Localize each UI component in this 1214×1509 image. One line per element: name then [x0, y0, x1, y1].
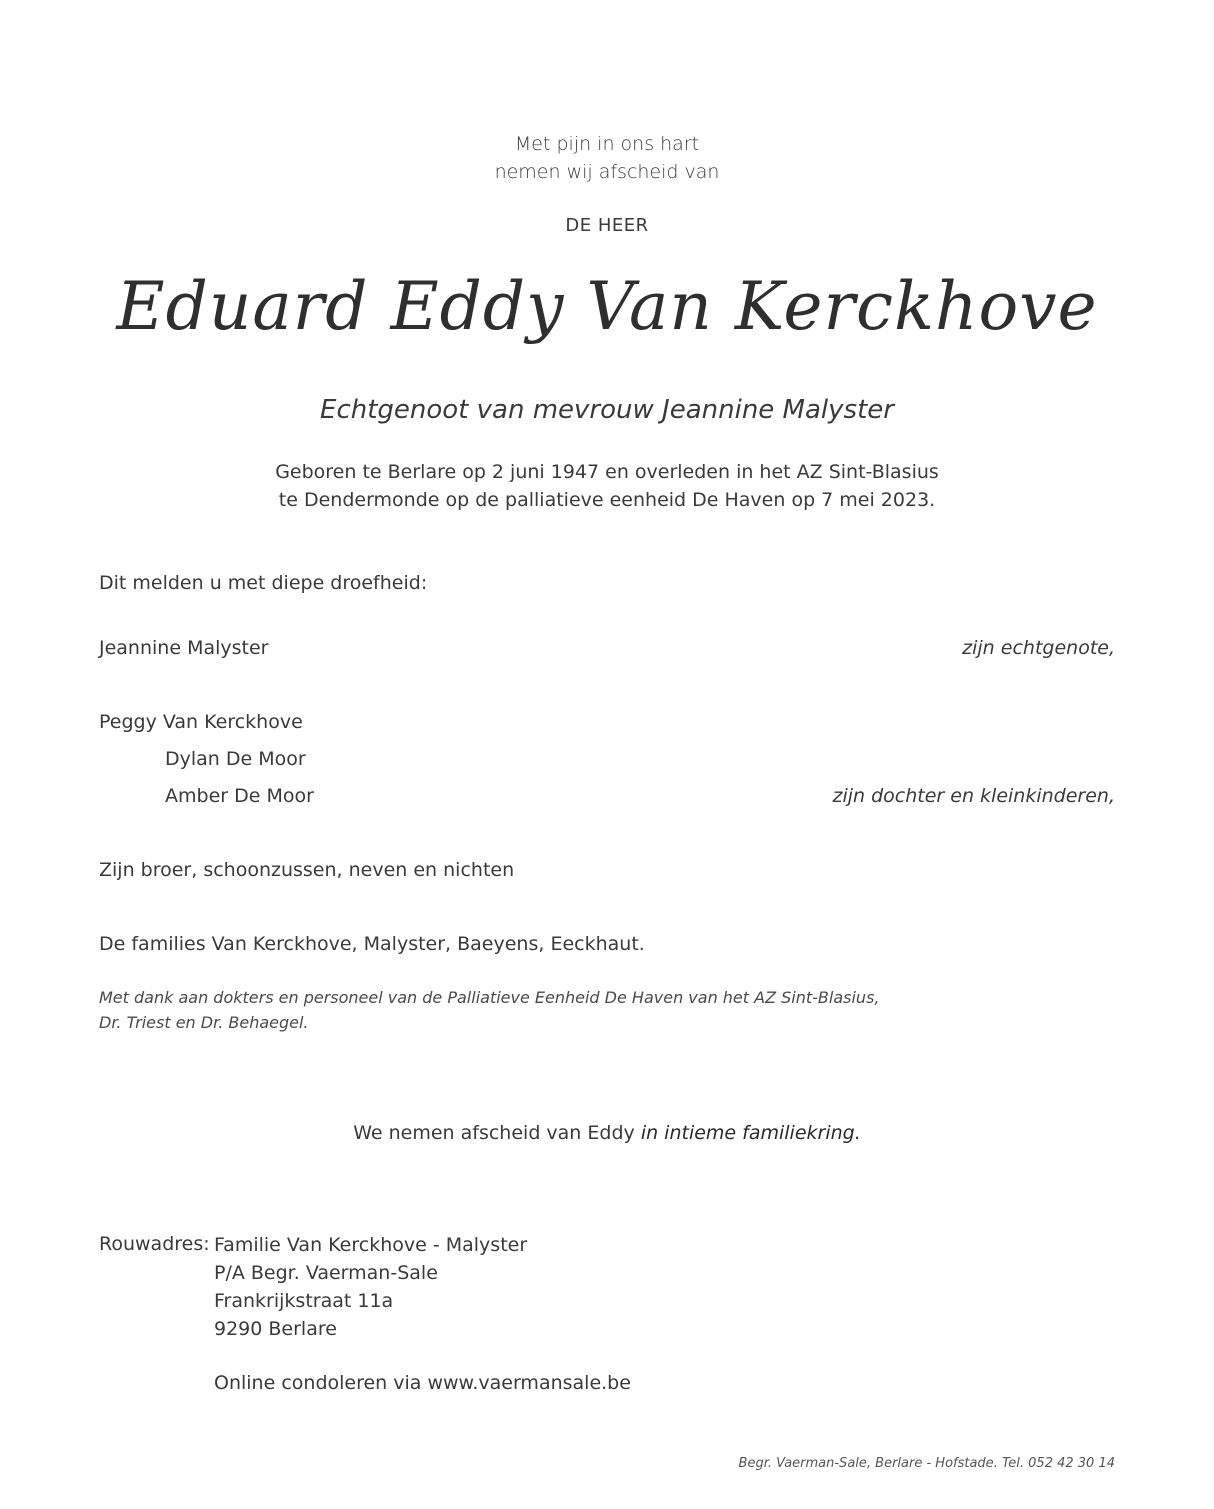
address-line-2: P/A Begr. Vaerman-Sale: [214, 1262, 438, 1284]
intro-line-2: nemen wij afscheid van: [494, 161, 720, 183]
spouse-name: Jeannine Malyster: [99, 637, 269, 659]
families-line: De families Van Kerckhove, Malyster, Baeyens, Eeckhaut.: [99, 933, 645, 955]
intro-line-1: Met pijn in ons hart: [514, 133, 700, 155]
address-label: Rouwadres:: [99, 1233, 210, 1255]
spouse-relation: zijn echtgenote,: [962, 637, 1115, 659]
birth-line-1: Geboren te Berlare op 2 juni 1947 en overleden in het AZ Sint-Blasius: [275, 461, 939, 483]
address-block: [214, 1231, 527, 1343]
siblings-line: Zijn broer, schoonzussen, neven en nichten: [99, 859, 515, 881]
birth-death-info: [0, 458, 1214, 514]
birth-line-2: te Dendermonde op de palliatieve eenheid De Haven op 7 mei 2023.: [278, 489, 936, 511]
daughter-name: Peggy Van Kerckhove: [99, 711, 303, 733]
address-line-4: 9290 Berlare: [214, 1318, 337, 1340]
address-line-1: Familie Van Kerckhove - Malyster: [214, 1234, 528, 1256]
address-line-3: Frankrijkstraat 11a: [214, 1290, 394, 1312]
farewell-text: We nemen afscheid van Eddy: [353, 1122, 635, 1144]
spouse-line: Echtgenoot van mevrouw Jeannine Malyster: [320, 395, 894, 425]
farewell-line: [0, 1120, 1214, 1146]
deceased-name: Eduard Eddy Van Kerckhove: [116, 268, 1098, 345]
thanks-note: [99, 985, 879, 1035]
honorific-title: DE HEER: [565, 215, 649, 236]
intro-text: [0, 130, 1214, 186]
farewell-emphasis: in intieme familiekring.: [640, 1122, 861, 1144]
grandchild-name: Amber De Moor: [165, 785, 314, 807]
announcement: Dit melden u met diepe droefheid:: [99, 572, 428, 594]
grandchild-name: Dylan De Moor: [165, 748, 306, 770]
online-condolence: Online condoleren via www.vaermansale.be: [214, 1372, 631, 1394]
funeral-home-footer: Begr. Vaerman-Sale, Berlare - Hofstade. Tel. 052 42 30 14: [738, 1456, 1115, 1471]
thanks-line-1: Met dank aan dokters en personeel van de Palliatieve Eenheid De Haven van het AZ Sint-Blasius,: [99, 988, 880, 1007]
children-relation: zijn dochter en kleinkinderen,: [832, 785, 1115, 807]
thanks-line-2: Dr. Triest en Dr. Behaegel.: [99, 1013, 309, 1032]
